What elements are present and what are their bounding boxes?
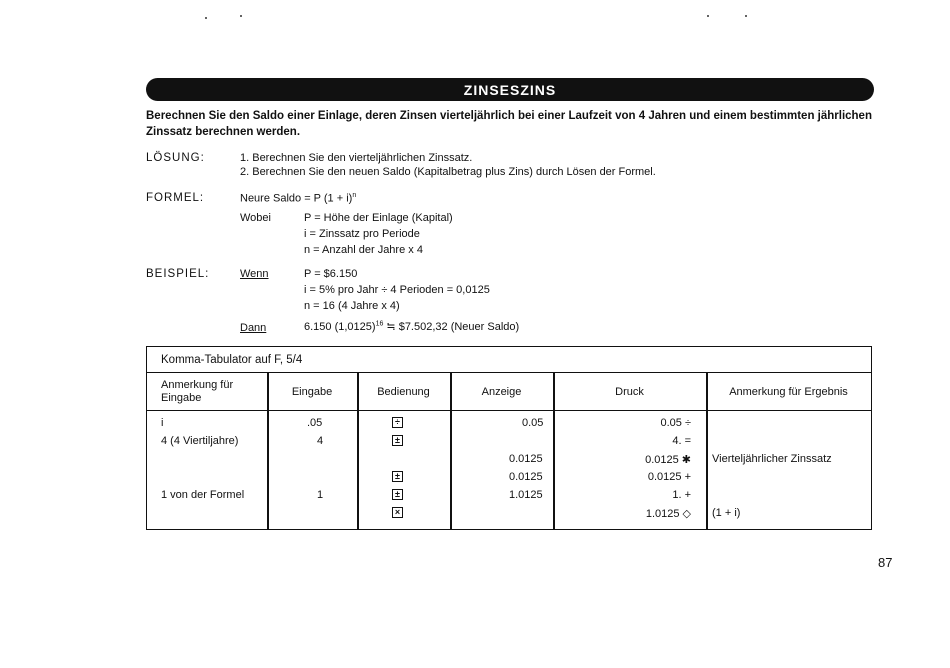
divide-key-icon: ÷ (392, 417, 403, 428)
loesung-step: 1. Berechnen Sie den vierteljährlichen Zinssatz. (240, 152, 473, 164)
display-value: 0.0125 (509, 453, 543, 465)
input-value: .05 (307, 417, 323, 429)
print-value: 1.0125 ◇ (645, 508, 691, 520)
speck (745, 15, 747, 17)
input-note: 4 (4 Viertiljahre) (161, 435, 239, 447)
print-value: 1. + (672, 489, 691, 501)
formula-exponent: n (352, 192, 357, 199)
speck (240, 15, 242, 17)
formula-expression: Neure Saldo = P (1 + i) (240, 192, 353, 205)
result-value: ≒ $7.502,32 (Neuer Saldo) (383, 321, 520, 333)
col-header: Eingabe (267, 373, 357, 411)
example-line: i = 5% pro Jahr ÷ 4 Perioden = 0,0125 (304, 284, 490, 296)
result-base: 6.150 (1,0125) (304, 321, 376, 333)
page-title: ZINSESZINS (463, 81, 557, 98)
result-note: Vierteljährlicher Zinssatz (712, 453, 832, 465)
column-divider (267, 373, 269, 529)
input-note: i (161, 417, 164, 429)
print-value: 0.05 ÷ (660, 417, 691, 429)
title-banner (146, 78, 874, 101)
column-divider (450, 373, 452, 529)
formula-def: P = Höhe der Einlage (Kapital) (304, 212, 453, 224)
result-exponent: 16 (375, 320, 384, 328)
col-header: Anzeige (450, 373, 553, 411)
intro-text: Berechnen Sie den Saldo einer Einlage, deren Zinsen vierteljährlich bei einer Laufzeit von 4 Jahren und einem bestimmten jährlichen Zinssatz berechnen werden. (146, 110, 872, 138)
col-header: Druck (553, 373, 706, 411)
beispiel-label: BEISPIEL: (146, 268, 210, 280)
loesung-label: LÖSUNG: (146, 152, 205, 164)
multiply-key-icon: × (392, 507, 403, 518)
formula-def: i = Zinssatz pro Periode (304, 228, 420, 240)
wenn-label: Wenn (240, 268, 269, 280)
dann-label: Dann (240, 322, 267, 334)
print-value: 0.0125 ✱ (645, 454, 691, 466)
example-line: n = 16 (4 Jahre x 4) (304, 300, 400, 312)
speck (205, 17, 207, 19)
col-header: Bedienung (357, 373, 450, 411)
formula (240, 192, 356, 205)
plus-equals-key-icon: ± (392, 435, 403, 446)
input-value: 1 (317, 489, 324, 501)
print-value: 4. = (672, 435, 691, 447)
formel-label: FORMEL: (146, 192, 205, 204)
column-divider (706, 373, 708, 529)
table-caption: Komma-Tabulator auf F, 5/4 (147, 347, 871, 373)
display-value: 0.05 (522, 417, 544, 429)
result-note: (1 + i) (712, 507, 741, 519)
example-result (304, 320, 519, 333)
formula-def: n = Anzahl der Jahre x 4 (304, 244, 423, 256)
page-number: 87 (878, 555, 893, 570)
plus-equals-key-icon: ± (392, 471, 403, 482)
loesung-step: 2. Berechnen Sie den neuen Saldo (Kapitalbetrag plus Zins) durch Lösen der Formel. (240, 166, 656, 178)
col-header: Anmerkung für Eingabe (147, 373, 267, 411)
input-value: 4 (317, 435, 324, 447)
col-header: Anmerkung für Ergebnis (706, 373, 871, 411)
display-value: 1.0125 (509, 489, 543, 501)
display-value: 0.0125 (509, 471, 543, 483)
calculation-table (146, 346, 872, 530)
plus-equals-key-icon: ± (392, 489, 403, 500)
print-value: 0.0125 + (647, 471, 691, 483)
input-note: 1 von der Formel (161, 489, 245, 501)
column-divider (553, 373, 555, 529)
speck (707, 15, 709, 17)
example-line: P = $6.150 (304, 268, 358, 280)
column-divider (357, 373, 359, 529)
wobei-label: Wobei (240, 212, 271, 224)
